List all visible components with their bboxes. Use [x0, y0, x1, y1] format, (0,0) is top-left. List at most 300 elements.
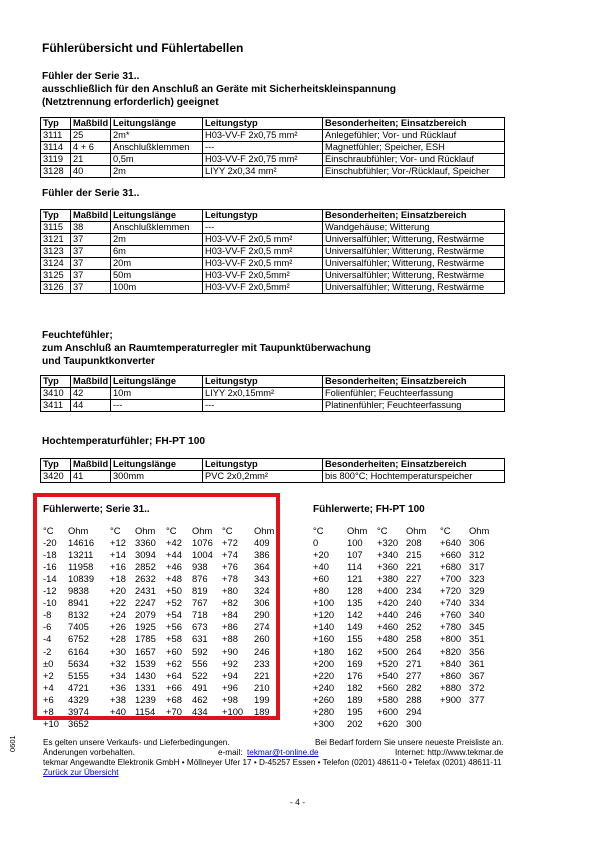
resistance-value: 1076 — [192, 537, 213, 549]
temperature-value: +56 — [166, 621, 182, 633]
column-header: Typ — [41, 376, 71, 388]
temperature-value: +580 — [377, 693, 399, 705]
table-row — [41, 222, 505, 234]
column-header: Besonderheiten; Einsatzbereich — [323, 376, 505, 388]
table-cell: H03-VV-F 2x0,5 mm² — [203, 246, 323, 258]
resistance-value: 7405 — [68, 621, 89, 633]
high-temp-sensor-table — [40, 458, 505, 483]
resistance-value: 169 — [347, 657, 363, 669]
column-header: Maßbild — [71, 118, 111, 130]
resistance-value: 14616 — [68, 537, 95, 549]
temperature-value: +860 — [440, 669, 462, 681]
resistance-value: 128 — [347, 585, 363, 597]
value-column-header: °C — [313, 525, 324, 536]
section1-heading — [42, 70, 396, 109]
temperature-value: -20 — [43, 537, 57, 549]
temperature-value: +340 — [377, 549, 399, 561]
temperature-value: +360 — [377, 561, 399, 573]
resistance-value: 462 — [192, 693, 208, 705]
temperature-value: +20 — [110, 585, 126, 597]
temperature-value: +82 — [222, 597, 238, 609]
temperature-value: +16 — [110, 561, 126, 573]
temperature-value: +8 — [43, 705, 54, 717]
resistance-value: 234 — [406, 585, 422, 597]
resistance-value: 176 — [347, 669, 363, 681]
resistance-value: 11958 — [68, 561, 94, 573]
table-cell: Universalfühler; Witterung, Restwärme — [323, 234, 505, 246]
table-cell: Universalfühler; Witterung, Restwärme — [323, 258, 505, 270]
table-cell: 25 — [71, 130, 111, 142]
temperature-value: +140 — [313, 621, 335, 633]
temperature-value: +40 — [313, 561, 329, 573]
temperature-value: +440 — [377, 609, 399, 621]
value-column-header: °C — [166, 525, 177, 536]
table-cell: Einschraubfühler; Vor- und Rücklauf — [323, 154, 505, 166]
table-row — [41, 282, 505, 294]
value-column-header: Ohm — [469, 525, 490, 536]
column-header: Besonderheiten; Einsatzbereich — [323, 459, 505, 471]
temperature-value: +700 — [440, 573, 462, 585]
table-cell: 37 — [71, 270, 111, 282]
table-row — [41, 130, 505, 142]
resistance-value: 1430 — [135, 669, 156, 681]
resistance-value: 491 — [192, 681, 208, 693]
temperature-value: +24 — [110, 609, 126, 621]
temperature-value: +300 — [313, 717, 335, 729]
column-header: Leitungstyp — [203, 376, 323, 388]
temperature-value: +880 — [440, 681, 462, 693]
temperature-value: +80 — [222, 585, 238, 597]
temperature-value: +14 — [110, 549, 126, 561]
table-cell: 3411 — [41, 400, 71, 412]
temperature-value: +520 — [377, 657, 399, 669]
temperature-value: +76 — [222, 561, 238, 573]
table-header-row — [41, 459, 505, 471]
column-header: Leitungstyp — [203, 459, 323, 471]
temperature-value: -6 — [43, 621, 52, 633]
temperature-value: +54 — [166, 609, 182, 621]
resistance-value: 221 — [254, 669, 270, 681]
temperature-value: +620 — [377, 717, 399, 729]
temperature-value: +220 — [313, 669, 335, 681]
resistance-value: 718 — [192, 609, 208, 621]
footer-website: Internet: http://www.tekmar.de — [395, 748, 504, 757]
table-cell: 3123 — [41, 246, 71, 258]
resistance-value: 1785 — [135, 633, 156, 645]
section3-heading — [42, 329, 371, 368]
temperature-value: +22 — [110, 597, 126, 609]
resistance-value: 631 — [192, 633, 208, 645]
table-row — [41, 166, 505, 178]
resistance-value: 8941 — [68, 597, 89, 609]
temperature-value: +44 — [166, 549, 182, 561]
table-cell: Einschubfühler; Vor-/Rücklauf, Speicher — [323, 166, 505, 178]
table-cell: 2m — [111, 166, 203, 178]
value-column-header: °C — [377, 525, 388, 536]
table-row — [41, 471, 505, 483]
resistance-value: 2632 — [135, 573, 156, 585]
temperature-value: +32 — [110, 657, 126, 669]
resistance-value: 208 — [406, 537, 422, 549]
table-cell: Anlegefühler; Vor- und Rücklauf — [323, 130, 505, 142]
temperature-value: +52 — [166, 597, 182, 609]
table-row — [41, 142, 505, 154]
temperature-value: +86 — [222, 621, 238, 633]
table-cell: Universalfühler; Witterung, Restwärme — [323, 246, 505, 258]
resistance-value: 317 — [469, 561, 485, 573]
table-row — [41, 154, 505, 166]
table-cell: 3124 — [41, 258, 71, 270]
footer — [43, 738, 563, 778]
temperature-value: +78 — [222, 573, 238, 585]
temperature-value: +200 — [313, 657, 335, 669]
table-cell: H03-VV-F 2x0,75 mm² — [203, 154, 323, 166]
table-row — [41, 246, 505, 258]
column-header: Leitungstyp — [203, 210, 323, 222]
column-header: Leitungstyp — [203, 118, 323, 130]
humidity-sensor-table — [40, 375, 505, 412]
temperature-value: +40 — [110, 705, 126, 717]
value-column-header: Ohm — [254, 525, 275, 536]
section3-heading-line: zum Anschluß an Raumtemperaturregler mit Taupunktüberwachung — [42, 343, 371, 354]
temperature-value: +540 — [377, 669, 399, 681]
resistance-value: 246 — [254, 645, 270, 657]
temperature-value: +180 — [313, 645, 335, 657]
temperature-value: +96 — [222, 681, 238, 693]
column-header: Besonderheiten; Einsatzbereich — [323, 210, 505, 222]
table-cell: 6m — [111, 246, 203, 258]
table-row — [41, 270, 505, 282]
table-cell: Platinenfühler; Feuchteerfassung — [323, 400, 505, 412]
back-to-overview-link[interactable]: Zurück zur Übersicht — [43, 768, 119, 777]
pt100-values-title: Fühlerwerte; FH-PT 100 — [313, 504, 425, 515]
temperature-value: +680 — [440, 561, 462, 573]
table-cell: LIYY 2x0,15mm² — [203, 388, 323, 400]
resistance-value: 290 — [254, 609, 270, 621]
series31-values-table — [43, 525, 275, 729]
resistance-value: 377 — [469, 693, 485, 705]
temperature-value: -18 — [43, 549, 57, 561]
resistance-value: 673 — [192, 621, 208, 633]
resistance-value: 1331 — [135, 681, 156, 693]
temperature-value: +92 — [222, 657, 238, 669]
table-cell: --- — [203, 400, 323, 412]
temperature-value: +6 — [43, 693, 54, 705]
value-column-header: Ohm — [406, 525, 427, 536]
temperature-value: +94 — [222, 669, 238, 681]
temperature-value: +460 — [377, 621, 399, 633]
resistance-value: 282 — [406, 681, 422, 693]
resistance-value: 556 — [192, 657, 208, 669]
resistance-value: 343 — [254, 573, 270, 585]
table-header-row — [41, 118, 505, 130]
temperature-value: +12 — [110, 537, 126, 549]
resistance-value: 135 — [347, 597, 363, 609]
table-cell: 300mm — [111, 471, 203, 483]
resistance-value: 3094 — [135, 549, 156, 561]
resistance-value: 323 — [469, 573, 485, 585]
sensor-table-series31-b — [40, 209, 505, 294]
table-header-row — [41, 376, 505, 388]
resistance-value: 288 — [406, 693, 422, 705]
table-cell: 3115 — [41, 222, 71, 234]
temperature-value: +500 — [377, 645, 399, 657]
table-cell: 3111 — [41, 130, 71, 142]
resistance-value: 329 — [469, 585, 485, 597]
temperature-value: +560 — [377, 681, 399, 693]
temperature-value: -4 — [43, 633, 52, 645]
column-header: Leitungslänge — [111, 376, 203, 388]
table-cell: H03-VV-F 2x0,5mm² — [203, 270, 323, 282]
resistance-value: 107 — [347, 549, 363, 561]
resistance-value: 227 — [406, 573, 422, 585]
temperature-value: +320 — [377, 537, 399, 549]
table-cell: 3125 — [41, 270, 71, 282]
table-cell: 37 — [71, 246, 111, 258]
value-column-header: Ohm — [192, 525, 213, 536]
column-header: Typ — [41, 210, 71, 222]
resistance-value: 294 — [406, 705, 422, 717]
temperature-value: +840 — [440, 657, 462, 669]
table-cell: 3410 — [41, 388, 71, 400]
table-cell: 38 — [71, 222, 111, 234]
temperature-value: +88 — [222, 633, 238, 645]
table-cell: bis 800°C; Hochtemperaturspeicher — [323, 471, 505, 483]
resistance-value: 233 — [254, 657, 270, 669]
table-row — [41, 258, 505, 270]
resistance-value: 4721 — [68, 681, 89, 693]
table-cell: LIYY 2x0,34 mm² — [203, 166, 323, 178]
section4-heading: Hochtemperaturfühler; FH-PT 100 — [42, 436, 206, 447]
resistance-value: 189 — [254, 705, 270, 717]
resistance-value: 306 — [469, 537, 485, 549]
resistance-value: 3360 — [135, 537, 156, 549]
resistance-value: 221 — [406, 561, 422, 573]
temperature-value: +98 — [222, 693, 238, 705]
table-cell: 3114 — [41, 142, 71, 154]
table-cell: PVC 2x0,2mm² — [203, 471, 323, 483]
resistance-value: 10839 — [68, 573, 95, 585]
resistance-value: 264 — [406, 645, 422, 657]
footer-email-link[interactable]: tekmar@t-online.de — [247, 748, 319, 757]
resistance-value: 215 — [406, 549, 422, 561]
temperature-value: +720 — [440, 585, 462, 597]
table-cell: 42 — [71, 388, 111, 400]
temperature-value: -2 — [43, 645, 52, 657]
resistance-value: 1154 — [135, 705, 156, 717]
temperature-value: +48 — [166, 573, 182, 585]
table-cell: H03-VV-F 2x0,75 mm² — [203, 130, 323, 142]
table-header-row — [41, 210, 505, 222]
resistance-value: 767 — [192, 597, 208, 609]
temperature-value: +20 — [313, 549, 329, 561]
resistance-value: 367 — [469, 669, 485, 681]
table-cell: Anschlußklemmen — [111, 142, 203, 154]
resistance-value: 1657 — [135, 645, 156, 657]
column-header: Maßbild — [71, 459, 111, 471]
resistance-value: 1925 — [135, 621, 156, 633]
temperature-value: +34 — [110, 669, 126, 681]
temperature-value: +36 — [110, 681, 126, 693]
resistance-value: 155 — [347, 633, 363, 645]
resistance-value: 260 — [254, 633, 270, 645]
resistance-value: 8132 — [68, 609, 89, 621]
resistance-value: 876 — [192, 573, 208, 585]
table-cell: 10m — [111, 388, 203, 400]
column-header: Leitungslänge — [111, 210, 203, 222]
table-row — [41, 234, 505, 246]
resistance-value: 162 — [347, 645, 363, 657]
resistance-value: 1539 — [135, 657, 156, 669]
table-cell: 37 — [71, 282, 111, 294]
resistance-value: 3652 — [68, 717, 89, 729]
temperature-value: +760 — [440, 609, 462, 621]
table-cell: --- — [203, 142, 323, 154]
resistance-value: 592 — [192, 645, 208, 657]
table-cell: 3126 — [41, 282, 71, 294]
resistance-value: 252 — [406, 621, 422, 633]
resistance-value: 1239 — [135, 693, 156, 705]
temperature-value: +58 — [166, 633, 182, 645]
resistance-value: 306 — [254, 597, 270, 609]
table-cell: H03-VV-F 2x0,5mm² — [203, 282, 323, 294]
temperature-value: +68 — [166, 693, 182, 705]
resistance-value: 277 — [406, 669, 422, 681]
temperature-value: +400 — [377, 585, 399, 597]
temperature-value: +4 — [43, 681, 54, 693]
resistance-value: 5634 — [68, 657, 89, 669]
temperature-value: +640 — [440, 537, 462, 549]
column-header: Besonderheiten; Einsatzbereich — [323, 118, 505, 130]
temperature-value: +60 — [313, 573, 329, 585]
temperature-value: +72 — [222, 537, 238, 549]
resistance-value: 6164 — [68, 645, 89, 657]
table-row — [41, 388, 505, 400]
temperature-value: +18 — [110, 573, 126, 585]
value-column-header: °C — [440, 525, 451, 536]
resistance-value: 4329 — [68, 693, 89, 705]
resistance-value: 434 — [192, 705, 208, 717]
resistance-value: 274 — [254, 621, 270, 633]
temperature-value: +820 — [440, 645, 462, 657]
temperature-value: ±0 — [43, 657, 54, 669]
temperature-value: +66 — [166, 681, 182, 693]
temperature-value: +84 — [222, 609, 238, 621]
table-cell: 37 — [71, 234, 111, 246]
column-header: Maßbild — [71, 376, 111, 388]
side-code: 0601 — [8, 735, 17, 752]
resistance-value: 2431 — [135, 585, 156, 597]
temperature-value: -10 — [43, 597, 57, 609]
column-header: Typ — [41, 459, 71, 471]
table-cell: 4 + 6 — [71, 142, 111, 154]
column-header: Typ — [41, 118, 71, 130]
temperature-value: +60 — [166, 645, 182, 657]
value-column-header: Ohm — [347, 525, 368, 536]
section1-heading-line: ausschließlich für den Anschluß an Geräte mit Sicherheitskleinspannung — [42, 84, 397, 95]
value-column-header: Ohm — [135, 525, 156, 536]
table-cell: Anschlußklemmen — [111, 222, 203, 234]
table-row — [41, 400, 505, 412]
temperature-value: +80 — [313, 585, 329, 597]
resistance-value: 361 — [469, 657, 485, 669]
temperature-value: +740 — [440, 597, 462, 609]
temperature-value: +240 — [313, 681, 335, 693]
resistance-value: 1004 — [192, 549, 213, 561]
temperature-value: +28 — [110, 633, 126, 645]
resistance-value: 356 — [469, 645, 485, 657]
resistance-value: 189 — [347, 693, 363, 705]
resistance-value: 258 — [406, 633, 422, 645]
table-cell: Magnetfühler; Speicher, ESH — [323, 142, 505, 154]
table-cell: 21 — [71, 154, 111, 166]
temperature-value: +780 — [440, 621, 462, 633]
resistance-value: 100 — [347, 537, 363, 549]
table-cell: 2m — [111, 234, 203, 246]
temperature-value: +30 — [110, 645, 126, 657]
section1-heading-line: Fühler der Serie 31.. — [42, 71, 140, 82]
sensor-table-series31-a — [40, 117, 505, 178]
table-cell: 20m — [111, 258, 203, 270]
table-cell: Universalfühler; Witterung, Restwärme — [323, 282, 505, 294]
footer-terms: Es gelten unsere Verkaufs- und Lieferbedingungen. — [43, 738, 230, 747]
resistance-value: 345 — [469, 621, 485, 633]
temperature-value: +42 — [166, 537, 182, 549]
series31-values-title: Fühlerwerte; Serie 31.. — [43, 504, 150, 515]
page-number: - 4 - — [289, 797, 306, 807]
resistance-value: 2852 — [135, 561, 156, 573]
resistance-value: 5155 — [68, 669, 89, 681]
resistance-value: 334 — [469, 597, 485, 609]
resistance-value: 386 — [254, 549, 270, 561]
temperature-value: +100 — [222, 705, 244, 717]
footer-email-label: e-mail: — [218, 748, 243, 757]
table-cell: --- — [111, 400, 203, 412]
temperature-value: +46 — [166, 561, 182, 573]
table-cell: 3119 — [41, 154, 71, 166]
resistance-value: 324 — [254, 585, 270, 597]
section3-heading-line: Feuchtefühler; — [42, 330, 113, 341]
value-column-header: °C — [222, 525, 233, 536]
resistance-value: 372 — [469, 681, 485, 693]
section3-heading-line: und Taupunktkonverter — [42, 356, 156, 367]
temperature-value: +660 — [440, 549, 462, 561]
table-cell: 100m — [111, 282, 203, 294]
value-column-header: Ohm — [68, 525, 89, 536]
table-cell: 41 — [71, 471, 111, 483]
resistance-value: 522 — [192, 669, 208, 681]
table-cell: Wandgehäuse; Witterung — [323, 222, 505, 234]
page-title: Fühlerübersicht und Fühlertabellen — [42, 41, 244, 55]
resistance-value: 199 — [254, 693, 270, 705]
temperature-value: +800 — [440, 633, 462, 645]
temperature-value: -8 — [43, 609, 52, 621]
temperature-value: -14 — [43, 573, 57, 585]
table-cell: Folienfühler; Feuchteerfassung — [323, 388, 505, 400]
temperature-value: -12 — [43, 585, 57, 597]
resistance-value: 351 — [469, 633, 485, 645]
table-cell: 0,5m — [111, 154, 203, 166]
temperature-value: +90 — [222, 645, 238, 657]
temperature-value: +74 — [222, 549, 238, 561]
section1-heading-line: (Netztrennung erforderlich) geeignet — [42, 97, 219, 108]
table-cell: 2m* — [111, 130, 203, 142]
temperature-value: +70 — [166, 705, 182, 717]
resistance-value: 210 — [254, 681, 270, 693]
temperature-value: +50 — [166, 585, 182, 597]
resistance-value: 2079 — [135, 609, 156, 621]
resistance-value: 2247 — [135, 597, 156, 609]
